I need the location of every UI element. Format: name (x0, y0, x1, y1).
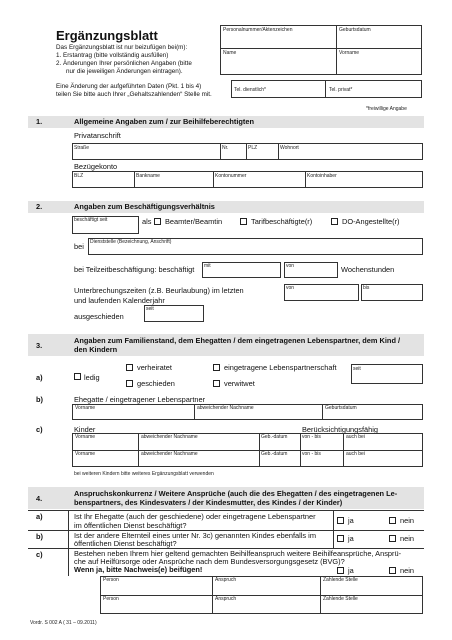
tarif-label: Tarifbeschäftigte(r) (251, 217, 313, 226)
name-field[interactable] (221, 49, 335, 74)
intro-item-2-cont: nur die jeweiligen Änderungen eintragen). (66, 68, 183, 75)
4c-ja-label: ja (348, 566, 354, 575)
4c-nein-checkbox[interactable] (389, 567, 396, 574)
kind-2-auchbei-label: auch bei (346, 451, 365, 457)
bei-label: bei (74, 242, 84, 251)
question-4a-line-2: im öffentlichen Dienst beschäftigt? (74, 521, 187, 530)
change-notice-2: teilen Sie bitte auch Ihrer „Gehaltszahlenden“ Stelle mit. (56, 91, 212, 98)
plz-label: PLZ (248, 145, 258, 151)
section-3-number: 3. (36, 341, 43, 350)
kind-1-auchbei-label: auch bei (346, 434, 365, 440)
anspruch-1-zahlende-label: Zahlende Stelle (323, 577, 358, 583)
geschieden-checkbox[interactable] (126, 380, 133, 387)
anspruch-row-1[interactable] (101, 577, 422, 594)
section-2-number: 2. (36, 202, 43, 211)
weitere-kinder-note: bei weiteren Kindern bitte weiteres Ergänzungsblatt verwenden (74, 471, 214, 477)
anspruch-2-zahlende-label: Zahlende Stelle (323, 596, 358, 602)
item-4a-label: a) (36, 512, 43, 521)
kontonummer-label: Kontonummer (215, 173, 247, 179)
tarif-checkbox[interactable] (240, 218, 247, 225)
freiwillige-angabe-note: *freiwillige Angabe (366, 106, 407, 112)
geschieden-label: geschieden (137, 379, 175, 388)
intro-item-2: 2. Änderungen Ihrer persönlichen Angaben (bitte (56, 60, 192, 67)
4a-ja-checkbox[interactable] (337, 517, 344, 524)
name-label: Name (223, 50, 237, 56)
beschaeftigt-seit-label: beschäftigt seit (74, 217, 108, 223)
nr-label: Nr. (222, 145, 229, 151)
kind-row-1[interactable] (73, 434, 422, 449)
item-3b-label: b) (36, 395, 43, 404)
kind-1-vonbis-label: von - bis (302, 434, 321, 440)
section-3-title-1: Angaben zum Familienstand, dem Ehegatten / dem eingetragenen Lebenspartner, dem Kind / (74, 336, 401, 345)
geburtsdatum-label: Geburtsdatum (339, 27, 371, 33)
4c-ja-checkbox[interactable] (337, 567, 344, 574)
bankname-label: Bankname (136, 173, 160, 179)
intro-item-1: 1. Erstantrag (bitte vollständig ausfüllen) (56, 52, 169, 59)
unterbrechung-label-1: Unterbrechungszeiten (z.B. Beurlaubung) im letzten (74, 286, 244, 295)
unterbrechung-bis-label: bis (363, 285, 370, 291)
kind-1-vorname-label: Vorname (75, 434, 96, 440)
section-4-number: 4. (36, 494, 43, 503)
ehegatte-vorname-label: Vorname (75, 405, 96, 411)
verwitwet-label: verwitwet (224, 379, 255, 388)
4a-nein-label: nein (400, 516, 414, 525)
section-4-title-1: Anspruchskonkurrenz / Weitere Ansprüche (auch die des Ehegatten / des eingetragenen Le- (74, 489, 398, 498)
kinder-label: Kinder (74, 425, 96, 434)
question-4c-line-2: che auf Heilfürsorge oder Ansprüche nach dem Bundesversorgungsgesetz (BVG)? (74, 557, 345, 566)
4c-nein-label: nein (400, 566, 414, 575)
page-title: Ergänzungsblatt (56, 28, 158, 43)
verheiratet-checkbox[interactable] (126, 364, 133, 371)
ehegatte-nachname-label: abweichender Nachname (197, 405, 254, 411)
do-angestellte-checkbox[interactable] (331, 218, 338, 225)
4b-nein-checkbox[interactable] (389, 535, 396, 542)
ehegatte-geburtsdatum-label: Geburtsdatum (325, 405, 357, 411)
anspruch-2-person-label: Person (103, 596, 119, 602)
privatanschrift-label: Privatanschrift (74, 131, 121, 140)
4b-ja-checkbox[interactable] (337, 535, 344, 542)
unterbrechung-von-field[interactable] (284, 284, 359, 301)
change-notice-1: Eine Änderung der aufgeführten Daten (Pkt. 1 bis 4) (56, 83, 202, 90)
question-4c-line-1: Bestehen neben Ihrem hier geltend gemachten Beihilfeanspruch weitere Beihilfeansprüche, Ansprü- (74, 549, 402, 558)
wochenstunden-label: Wochenstunden (341, 265, 395, 274)
verwitwet-checkbox[interactable] (213, 380, 220, 387)
verheiratet-label: verheiratet (137, 363, 172, 372)
kind-1-gebdatum-label: Geb.-datum (261, 434, 288, 440)
personalnummer-label: Personalnummer/Aktenzeichen (223, 27, 293, 33)
strasse-field[interactable] (73, 144, 219, 159)
unterbrechung-label-2: und laufenden Kalenderjahr (74, 296, 165, 305)
kind-1-nachname-label: abweichender Nachname (141, 434, 198, 440)
question-4b-line-2: öffentlichen Dienst beschäftigt? (74, 539, 177, 548)
form-number-footer: Vordr. S 002 A ( 31 – 09.2011) (30, 620, 97, 626)
kind-2-gebdatum-label: Geb.-datum (261, 451, 288, 457)
4a-ja-label: ja (348, 516, 354, 525)
familienstand-seit-label: seit (353, 366, 361, 372)
tel-privat-label: Tel. privat* (329, 87, 353, 93)
als-label: als (142, 217, 152, 226)
bezuegekonto-label: Bezügekonto (74, 162, 118, 171)
ledig-checkbox[interactable] (74, 373, 81, 380)
strasse-label: Straße (74, 145, 90, 151)
anspruch-row-2[interactable] (101, 596, 422, 613)
kind-row-2[interactable] (73, 451, 422, 466)
blz-label: BLZ (74, 173, 84, 179)
familienstand-seit-field[interactable] (351, 364, 423, 384)
section-4-title-2: benspartners, des Kindesvaters / der Kindesmutter, des Kindes / der Kinder) (74, 498, 343, 507)
lebenspartnerschaft-label: eingetragene Lebenspartnerschaft (224, 363, 337, 372)
kontoinhaber-label: Kontoinhaber (307, 173, 337, 179)
item-4c-label: c) (36, 550, 43, 559)
intro-line: Das Ergänzungsblatt ist nur beizufügen bei(m): (56, 44, 188, 51)
teilzeit-mit-field[interactable] (202, 262, 281, 278)
tel-dienstlich-label: Tel. dienstlich* (234, 87, 266, 93)
anspruch-1-person-label: Person (103, 577, 119, 583)
anspruch-2-anspruch-label: Anspruch (215, 596, 237, 602)
beamter-checkbox[interactable] (154, 218, 161, 225)
item-4b-label: b) (36, 532, 43, 541)
kind-2-nachname-label: abweichender Nachname (141, 451, 198, 457)
lebenspartnerschaft-checkbox[interactable] (213, 364, 220, 371)
ausgeschieden-label: ausgeschieden (74, 312, 124, 321)
teilzeit-von-label: von (286, 263, 295, 269)
section-1-title: Allgemeine Angaben zum / zur Beihilfeberechtigten (74, 117, 255, 126)
wohnort-label: Wohnort (280, 145, 299, 151)
beruecksichtigung-label: Berücksichtigungsfähig (302, 425, 379, 434)
vorname-label: Vorname (339, 50, 360, 56)
section-1-number: 1. (36, 117, 43, 126)
beamter-label: Beamter/Beamtin (165, 217, 223, 226)
question-4a-line-1: Ist Ihr Ehegatte (auch der geschiedene) oder eingetragene Lebenspartner (74, 512, 316, 521)
item-3c-label: c) (36, 425, 43, 434)
item-3a-label: a) (36, 373, 43, 382)
dienststelle-label: Dienststelle (Bezeichnung, Anschrift) (90, 239, 172, 245)
ausgeschieden-seit-label: seit (146, 306, 154, 312)
section-2-title: Angaben zum Beschäftigungsverhältnis (74, 202, 215, 211)
anspruch-1-anspruch-label: Anspruch (215, 577, 237, 583)
wohnort-field[interactable] (279, 144, 422, 159)
unterbrechung-von-label: von (286, 285, 295, 291)
question-4c-line-3: Wenn ja, bitte Nachweis(e) beifügen! (74, 565, 203, 574)
ledig-label: ledig (84, 373, 100, 382)
4b-ja-label: ja (348, 534, 354, 543)
kind-2-vonbis-label: von - bis (302, 451, 321, 457)
mit-label: mit (204, 263, 211, 269)
4b-nein-label: nein (400, 534, 414, 543)
question-4b-line-1: Ist der andere Elternteil eines unter Nr. 3c) genannten Kindes ebenfalls im (74, 531, 316, 540)
kind-2-vorname-label: Vorname (75, 451, 96, 457)
section-3-title-2: den Kindern (74, 345, 118, 354)
4a-nein-checkbox[interactable] (389, 517, 396, 524)
do-angestellte-label: DO-Angestellte(r) (342, 217, 400, 226)
teilzeit-label: bei Teilzeitbeschäftigung: beschäftigt (74, 265, 195, 274)
unterbrechung-bis-field[interactable] (361, 284, 423, 301)
ehegatte-label: Ehegatte / eingetragener Lebenspartner (74, 395, 206, 404)
